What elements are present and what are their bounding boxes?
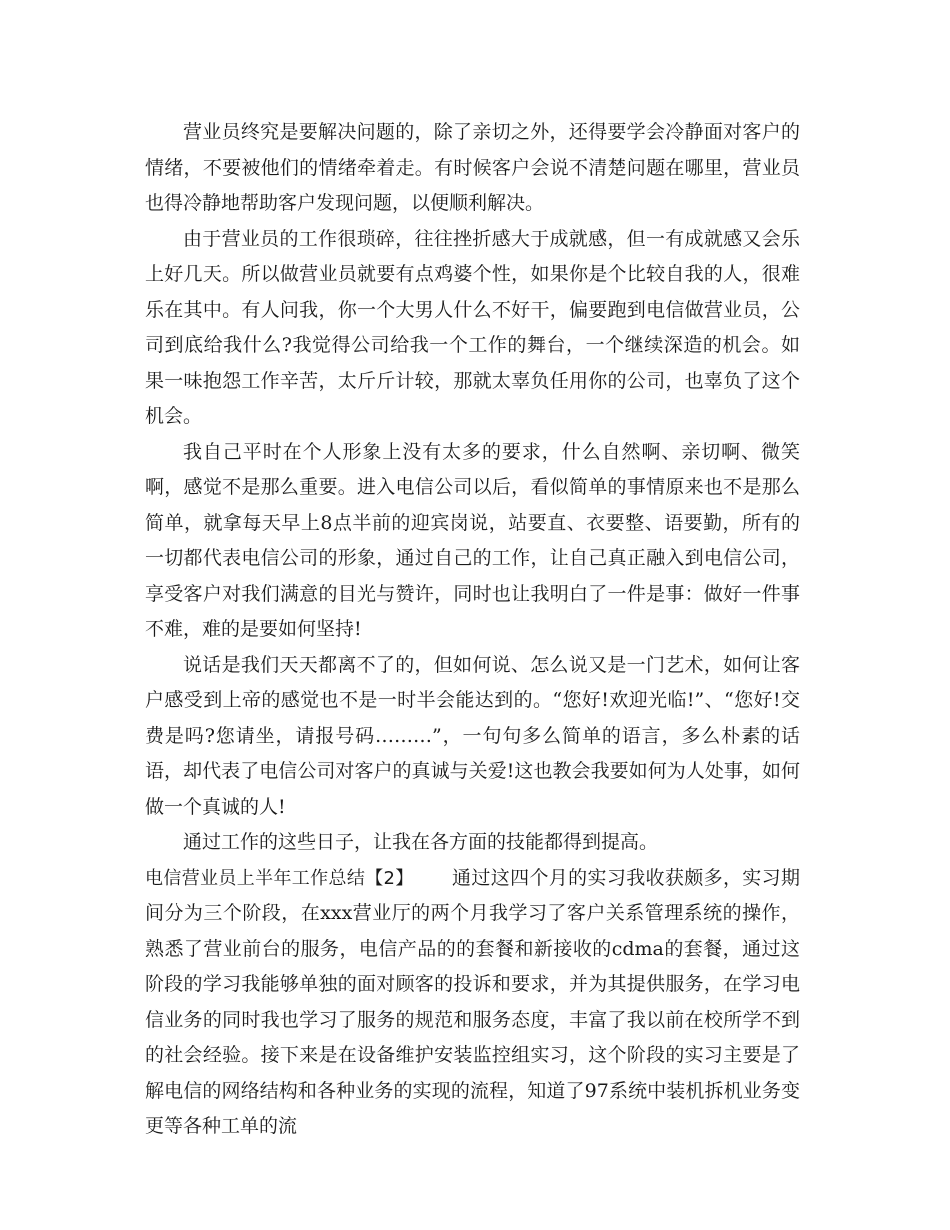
paragraph-3: 我自己平时在个人形象上没有太多的要求，什么自然啊、亲切啊、微笑啊，感觉不是那么重要。进入电信公司以后，看似简单的事情原来也不是那么简单，就拿每天早上8点半前的迎宾岗说，站要直、衣要整、语要勤，所有的一切都代表电信公司的形象，通过自己的工作，让自己真正融入到电信公司，享受客户对我们满意的目光与赞许，同时也让我明白了一件是事：做好一件事不难，难的是要如何坚持! [145, 440, 800, 640]
paragraph-1: 营业员终究是要解决问题的，除了亲切之外，还得要学会冷静面对客户的情绪，不要被他们的情绪牵着走。有时候客户会说不清楚问题在哪里，营业员也得冷静地帮助客户发现问题，以便顺利解决。 [145, 121, 800, 214]
section-paragraph [145, 861, 800, 1145]
paragraph-5: 通过工作的这些日子，让我在各方面的技能都得到提高。 [183, 831, 659, 853]
paragraph-4: 说话是我们天天都离不了的，但如何说、怎么说又是一门艺术，如何让客户感受到上帝的感觉也不是一时半会能达到的。“您好!欢迎光临!”、“您好!交费是吗?您请坐，请报号码………”，一句句多么简单的语言，多么朴素的话语，却代表了电信公司对客户的真诚与关爱!这也教会我要如何为人处事，如何做一个真诚的人! [145, 653, 800, 818]
paragraph-2: 由于营业员的工作很琐碎，往往挫折感大于成就感，但一有成就感又会乐上好几天。所以做营业员就要有点鸡婆个性，如果你是个比较自我的人，很难乐在其中。有人问我，你一个大男人什么不好干，偏要跑到电信做营业员，公司到底给我什么?我觉得公司给我一个工作的舞台，一个继续深造的机会。如果一味抱怨工作辛苦，太斤斤计较，那就太辜负任用你的公司，也辜负了这个机会。 [145, 227, 800, 427]
document-body [145, 115, 800, 1145]
section-text: 通过这四个月的实习我收获颇多，实习期间分为三个阶段，在xxx营业厅的两个月我学习了客户关系管理系统的操作，熟悉了营业前台的服务，电信产品的的套餐和新接收的cdma的套餐，通过这阶段的学习我能够单独的面对顾客的投诉和要求，并为其提供服务，在学习电信业务的同时我也学习了服务的规范和服务态度，丰富了我以前在校所学不到的社会经验。接下来是在设备维护安装监控组实习，这个阶段的实习主要是了解电信的网络结构和各种业务的实现的流程，知道了97系统中装机拆机业务变更等各种工单的流 [145, 866, 800, 1137]
section-heading: 电信营业员上半年工作总结【2】 [145, 867, 414, 889]
